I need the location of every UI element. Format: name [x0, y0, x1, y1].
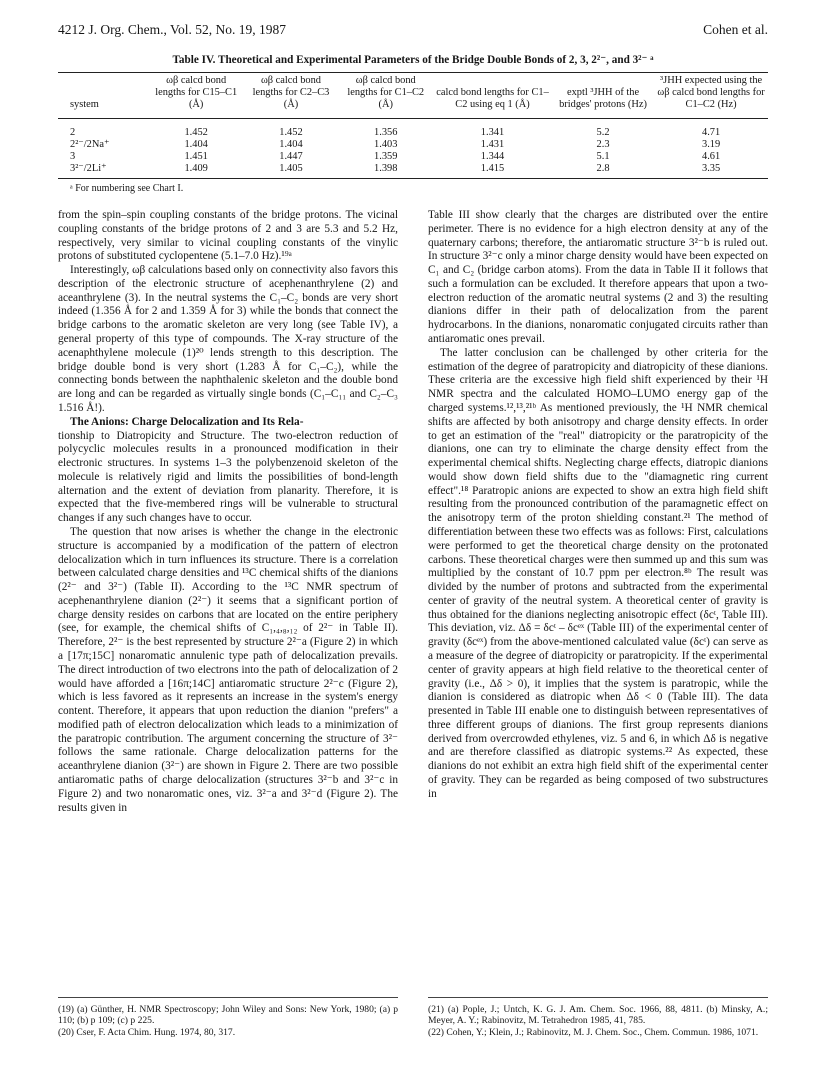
- cell: 1.405: [279, 162, 303, 174]
- paragraph: from the spin–spin coupling constants of the bridge protons. The vicinal coupling constants of the bridge protons of 2 and 3 are 5.3 and 5.2 Hz, respectively, very similar to vicinal coupling constants of the vinylic protons of substituted cyclopentene (5.1–7.0 Hz).¹⁹ᵃ: [58, 209, 398, 263]
- paragraph: Interestingly, ωβ calculations based only on connectivity also favors this description of the electronic structure of acephenanthrylene (2) and aceanthrylene (3). In the neutral systems the C₁–C₂ bonds are very short indeed (1.356 Å for 2 and 1.359 Å for 3) while the bonds that connect the bridge carbons to the aromatic skeleton are very long (see Table IV), a general property of this type of compounds. The X-ray structure of the acenaphthylene molecule (1)²⁰ lends strength to this description. The bridge double bond is very short (1.283 Å for C₁–C₂), while the connecting bonds between the naphthalenic skeleton and the double bond are long and can be regarded as virtually single bonds (C₁–C₁₁ and C₂–C₃ 1.516 Å!).: [58, 264, 398, 414]
- paragraph: tionship to Diatropicity and Structure. The two-electron reduction of polycyclic molecules results in a pronounced modification in their electronic structures. In systems 1–3 the polybenzenoid skeleton of the molecule is relatively rigid and limits the possibilities of bond-length alternation and the extent of deviation from planarity. Therefore, it is expected that the five-membered rings will be vulnerable to structural changes if any such changes have to occur.: [58, 429, 398, 525]
- cell: 1.447: [279, 150, 303, 162]
- cell: 1.404: [279, 138, 303, 150]
- cell: 3.35: [702, 162, 721, 174]
- footnotes-left: [58, 1004, 398, 1038]
- footnote-rule: [428, 997, 768, 998]
- cell: 1.415: [480, 162, 505, 174]
- paragraph: Table III show clearly that the charges are distributed over the entire perimeter. There is no evidence for a high electron density at any of the quaternary carbons; therefore, the antiaromatic structure 3²⁻b is ruled out. In structure 3²⁻c only a minor charge density would have been expected on C₁ and C₂ (bridge carbon atoms). From the data in Table II it follows that such a formulation can be excluded. It therefore appears that upon a two-electron reduction of the aromatic neutral systems (2 and 3) the resulting dianions differ in their path of delocalization from the parent hydrocarbons. In the dianions, nonaromatic conjugated circuits rather than antiaromatic ones prevail.: [428, 209, 768, 346]
- header-expected-j: ³JHH expected using the ωβ calcd bond lengths for C1–C2 (Hz): [657, 75, 765, 110]
- cell: 1.398: [374, 162, 398, 174]
- cell: 2: [70, 126, 76, 138]
- paragraph: [58, 416, 398, 430]
- cell: 2.3: [596, 138, 610, 150]
- cell: 1.403: [374, 138, 398, 150]
- header-exptl-j: exptl ³JHH of the bridges' protons (Hz): [559, 86, 647, 110]
- cell: 1.341: [480, 126, 505, 138]
- cell: 1.359: [374, 150, 398, 162]
- paragraph: The question that now arises is whether the change in the electronic structure is accompanied by a modification of the pattern of electron delocalization which in turn influences its structure. There is a correlation between calculated charge densities and ¹³C chemical shifts of the dianions (2²⁻ and 3²⁻) (Table II). According to the ¹³C NMR spectrum of acephenanthrylene dianion (2²⁻) it seems that a significant portion of charge density resides on carbons that are located on the entire periphery (see, for example, the chemical shifts of C₁,₄,₈,₁₂ of 2²⁻ in Table II). Therefore, 2²⁻ is the best represented by structure 2²⁻a (Figure 2) in which a [17π;15C] nonaromatic annulenic type path of delocalization prevails. The direct introduction of two electrons into the path of delocalization of 2 would have afforded a [16π;14C] antiaromatic structure 2²⁻c (Figure 2), which is less favored as it represents an increase in the system's energy content. Therefore, it appears that upon reduction the dianion "prefers" a modified path of electron delocalization which leads to a minimization of the paratropic contribution. The argument concerning the structure of 3²⁻ follows the same rationale. Charge delocalization patterns for the aceanthrylene dianion (3²⁻) are shown in Figure 2. There are two possible antiaromatic paths of charge delocalization (structures 3²⁻b and 3²⁻c in Figure 2) and two nonaromatic ones, viz. 3²⁻a and 3²⁻d (Figure 2). The results given in: [58, 525, 398, 814]
- cell: 1.356: [374, 126, 398, 138]
- header-c2-c3: ωβ calcd bond lengths for C2–C3 (Å): [252, 75, 330, 110]
- running-head-right: Cohen et al.: [703, 22, 768, 37]
- footnote: (22) Cohen, Y.; Klein, J.; Rabinovitz, M. J. Chem. Soc., Chem. Commun. 1986, 1071.: [428, 1026, 759, 1038]
- cell: 3: [70, 150, 76, 162]
- cell: 5.1: [596, 150, 610, 162]
- cell: 1.451: [184, 150, 208, 162]
- cell: 1.409: [184, 162, 208, 174]
- right-column: [428, 209, 768, 802]
- footnote: (19) (a) Günther, H. NMR Spectroscopy; John Wiley and Sons: New York, 1980; (a) p 110; (b) p 109; (c) p 225.: [58, 1004, 398, 1027]
- header-c15-c1: ωβ calcd bond lengths for C15–C1 (Å): [155, 75, 238, 110]
- table-iv: [58, 72, 768, 179]
- header-eq1: calcd bond lengths for C1–C2 using eq 1 (Å): [436, 86, 549, 110]
- cell: 1.452: [279, 126, 303, 138]
- table-row: [58, 124, 768, 139]
- cell: 1.452: [184, 126, 208, 138]
- running-head-left: 4212 J. Org. Chem., Vol. 52, No. 19, 1987: [58, 22, 287, 37]
- table-caption: Table IV. Theoretical and Experimental Parameters of the Bridge Double Bonds of 2, 3, 2²⁻, and 3²⁻ ᵃ: [172, 54, 654, 66]
- table-row: [58, 163, 768, 175]
- cell: 2.8: [596, 162, 610, 174]
- header-system: system: [70, 98, 99, 110]
- paragraph: The latter conclusion can be challenged by other criteria for the estimation of the degree of paratropicity and diatropicity of these dianions. These criteria are the excessive high field shift experienced by their ¹H NMR spectra and the calculated HOMO–LUMO energy gap of the charged systems.¹²,¹³,²¹ᵇ As mentioned previously, the ¹H NMR chemical shifts are affected by both anisotropy and charge density effects. In order to get an estimation of the "real" diatropicity or the paratropicity of the dianions, one can try to eliminate the charge density effect from the experimental chemical shifts. Neglecting charge effects, diatropic dianions would show down field shifts due to the "diamagnetic ring current effect".¹⁸ Paratropic anions are expected to show an extra high field shift resulting from the pronounced contribution of the paramagnetic effect on the anisotropy term of the proton shielding constant.²¹ The method of differentiation between these two effects was as follows: First, calculations were performed to get the theoretical charge density on the protonated carbons. These theoretical charges were then summed up and this sum was multiplied by the constant of 10.7 ppm per electron.⁸ᵇ The result was divided by the number of protons and subtracted from the experimental center of gravity of the neutral system. A theoretical center of gravity is thus obtained for the dianions neglecting anisotropic effect (δcᵗ, Table III). This deviation, viz. Δδ = δcᵗ – δcᵉˣ (Table III) of the experimental center of gravity (δcᵉˣ) from the above-mentioned calculated value (δcᵗ) can serve as a measure of the degree of diatropicity or paratropicity. If the experimental center of gravity appears at high field relative to the theoretical center of gravity (i.e., Δδ > 0), it implies that the system is paratropic, while the dianion is considered as diatropic when Δδ < 0 (Table III). The data presented in Table III enable one to distinguish between representatives of three different groups of dianions. The first group represents dianions derived from overcrowded ethylenes, viz. 5 and 6, in which Δδ is negative and are therefore classified as diatropic systems.²² As expected, these dianions do not exhibit an extra high field shift of the experimental center of gravity. They can be regarded as being composed of two substructures in: [428, 346, 768, 800]
- section-heading: The Anions: Charge Delocalization and Its Rela-: [70, 415, 304, 428]
- footnote-rule: [58, 997, 398, 998]
- cell: 4.71: [702, 126, 721, 138]
- footnotes-right: [428, 1004, 768, 1038]
- cell: 4.61: [702, 150, 721, 162]
- cell: 2²⁻/2Na⁺: [70, 138, 110, 150]
- table-footnote: ᵃ For numbering see Chart I.: [70, 183, 184, 194]
- cell: 1.344: [480, 150, 505, 162]
- cell: 1.404: [184, 138, 208, 150]
- cell: 1.431: [480, 138, 505, 150]
- footnote: (20) Cser, F. Acta Chim. Hung. 1974, 80, 317.: [58, 1026, 236, 1038]
- footnote: (21) (a) Pople, J.; Untch, K. G. J. Am. Chem. Soc. 1966, 88, 4811. (b) Minsky, A.; Meyer, A. Y.; Rabinovitz, M. Tetrahedron 1985, 41, 785.: [428, 1004, 768, 1027]
- cell: 5.2: [596, 126, 610, 138]
- table-row: [58, 151, 768, 163]
- cell: 3.19: [702, 138, 721, 150]
- table-row: [58, 139, 768, 151]
- left-column: [58, 209, 398, 815]
- header-c1-c2: ωβ calcd bond lengths for C1–C2 (Å): [347, 75, 425, 110]
- cell: 3²⁻/2Li⁺: [70, 162, 107, 174]
